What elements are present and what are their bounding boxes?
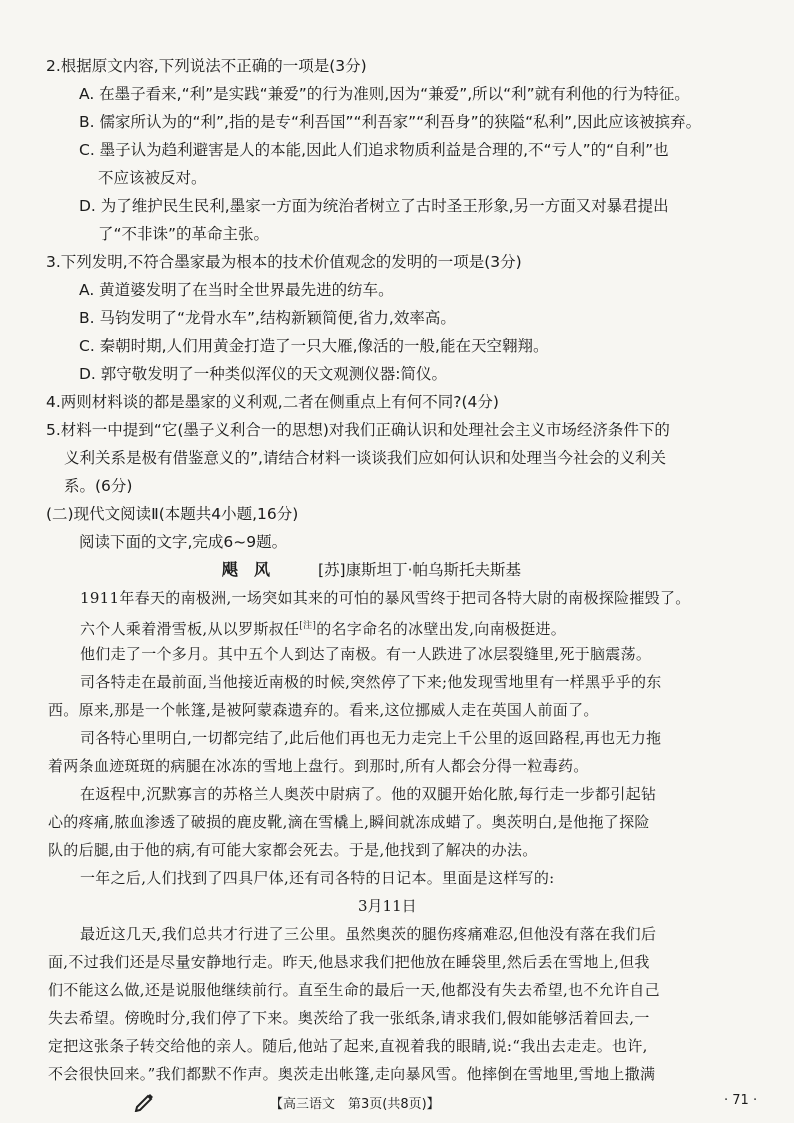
story-paragraph-5: 司各特心里明白,一切都完结了,此后他们再也无力走完上千公里的返回路程,再也无力拖 [80, 729, 662, 747]
question-5-line-2: 义利关系是极有借鉴意义的”,请结合材料一谈谈我们应如何认识和处理当今社会的义利关 [64, 449, 666, 467]
story-paragraph-2: 六个人乘着滑雪板,从以罗斯叔任[注]的名字命名的冰壁出发,向南极挺进。 [80, 620, 567, 638]
question-3-stem: 3.下列发明,不符合墨家最为根本的技术价值观念的发明的一项是(3分) [46, 253, 522, 271]
question-2-option-d-cont: 了“不非诛”的革命主张。 [98, 225, 270, 243]
diary-date: 3月11日 [358, 897, 417, 915]
story-paragraph-1: 1911年春天的南极洲,一场突如其来的可怕的暴风雪终于把司各特大尉的南极探险摧毁了。 [80, 589, 691, 607]
story-title: 飓 风 [222, 560, 271, 579]
story-paragraph-7: 一年之后,人们找到了四具尸体,还有司各特的日记本。里面是这样写的: [80, 869, 555, 887]
section-instruction: 阅读下面的文字,完成6~9题。 [79, 533, 288, 551]
question-5-line-3: 系。(6分) [64, 477, 133, 495]
question-2-option-c: C. 墨子认为趋利避害是人的本能,因此人们追求物质利益是合理的,不“亏人”的“自利”也 [79, 141, 669, 159]
question-3-option-c: C. 秦朝时期,人们用黄金打造了一只大雁,像活的一般,能在天空翱翔。 [79, 337, 549, 355]
story-paragraph-4: 司各特走在最前面,当他接近南极的时候,突然停了下来;他发现雪地里有一样黑乎乎的东 [80, 673, 662, 691]
question-3-option-d: D. 郭守敬发明了一种类似浑仪的天文观测仪器:简仪。 [79, 365, 448, 383]
footnote-marker: [注] [299, 621, 317, 631]
story-paragraph-6-cont: 队的后腿,由于他的病,有可能大家都会死去。于是,他找到了解决的办法。 [48, 841, 538, 859]
story-paragraph-6: 在返程中,沉默寡言的苏格兰人奥茨中尉病了。他的双腿开始化脓,每行走一步都引起钻 [80, 785, 657, 803]
question-2-option-a: A. 在墨子看来,“利”是实践“兼爱”的行为准则,因为“兼爱”,所以“利”就有利他的行为特征。 [79, 85, 690, 103]
story-author: [苏]康斯坦丁·帕乌斯托夫斯基 [318, 561, 522, 579]
story-paragraph-8-cont: 失去希望。傍晚时分,我们停了下来。奥茨给了我一张纸条,请求我们,假如能够活着回去,一 [48, 1009, 650, 1027]
question-3-option-a: A. 黄道婆发明了在当时全世界最先进的纺车。 [79, 281, 394, 299]
story-paragraph-8-cont: 面,不过我们还是尽量安静地行走。昨天,他恳求我们把他放在睡袋里,然后丢在雪地上,但我 [48, 953, 650, 971]
question-2-option-b: B. 儒家所认为的“利”,指的是专“利吾国”“利吾家”“利吾身”的狭隘“私利”,因此应该被摈弃。 [79, 113, 702, 131]
question-2-option-d: D. 为了维护民生民利,墨家一方面为统治者树立了古时圣王形象,另一方面又对暴君提出 [79, 197, 669, 215]
question-3-option-b: B. 马钧发明了“龙骨水车”,结构新颖简便,省力,效率高。 [79, 309, 456, 327]
question-4-stem: 4.两则材料谈的都是墨家的义利观,二者在侧重点上有何不同?(4分) [46, 393, 499, 411]
story-paragraph-4-cont: 西。原来,那是一个帐篷,是被阿蒙森遗弃的。看来,这位挪威人走在英国人前面了。 [48, 701, 599, 719]
story-paragraph-8-cont: 定把这张条子转交给他的亲人。随后,他站了起来,直视着我的眼睛,说:“我出去走走。也许, [48, 1037, 648, 1055]
footer-exam-info: 【高三语文 第3页(共8页)】 [270, 1097, 440, 1112]
story-paragraph-5-cont: 着两条血迹斑斑的病腿在冰冻的雪地上盘行。到那时,所有人都会分得一粒毒药。 [48, 757, 589, 775]
story-paragraph-6-cont: 心的疼痛,脓血渗透了破损的鹿皮靴,滴在雪橇上,瞬间就冻成蜡了。奥茨明白,是他拖了探险 [48, 813, 650, 831]
story-paragraph-3: 他们走了一个多月。其中五个人到达了南极。有一人跌进了冰层裂缝里,死于脑震荡。 [80, 645, 652, 663]
pencil-icon [134, 1090, 156, 1112]
page-footer [0, 1090, 794, 1116]
question-2-option-c-cont: 不应该被反对。 [98, 169, 207, 187]
story-paragraph-8-cont: 不会很快回来。”我们都默不作声。奥茨走出帐篷,走向暴风雪。他摔倒在雪地里,雪地上撒满 [48, 1065, 656, 1083]
question-5-line-1: 5.材料一中提到“它(墨子义利合一的思想)对我们正确认识和处理社会主义市场经济条件下的 [46, 421, 670, 439]
story-paragraph-8: 最近这几天,我们总共才行进了三公里。虽然奥茨的腿伤疼痛难忍,但他没有落在我们后 [80, 925, 657, 943]
story-paragraph-8-cont: 们不能这么做,还是说服他继续前行。直至生命的最后一天,他都没有失去希望,也不允许自己 [48, 981, 660, 999]
section-heading: (二)现代文阅读Ⅱ(本题共4小题,16分) [46, 505, 299, 523]
question-2-stem: 2.根据原文内容,下列说法不正确的一项是(3分) [46, 57, 367, 75]
footer-page-number: · 71 · [724, 1093, 758, 1108]
